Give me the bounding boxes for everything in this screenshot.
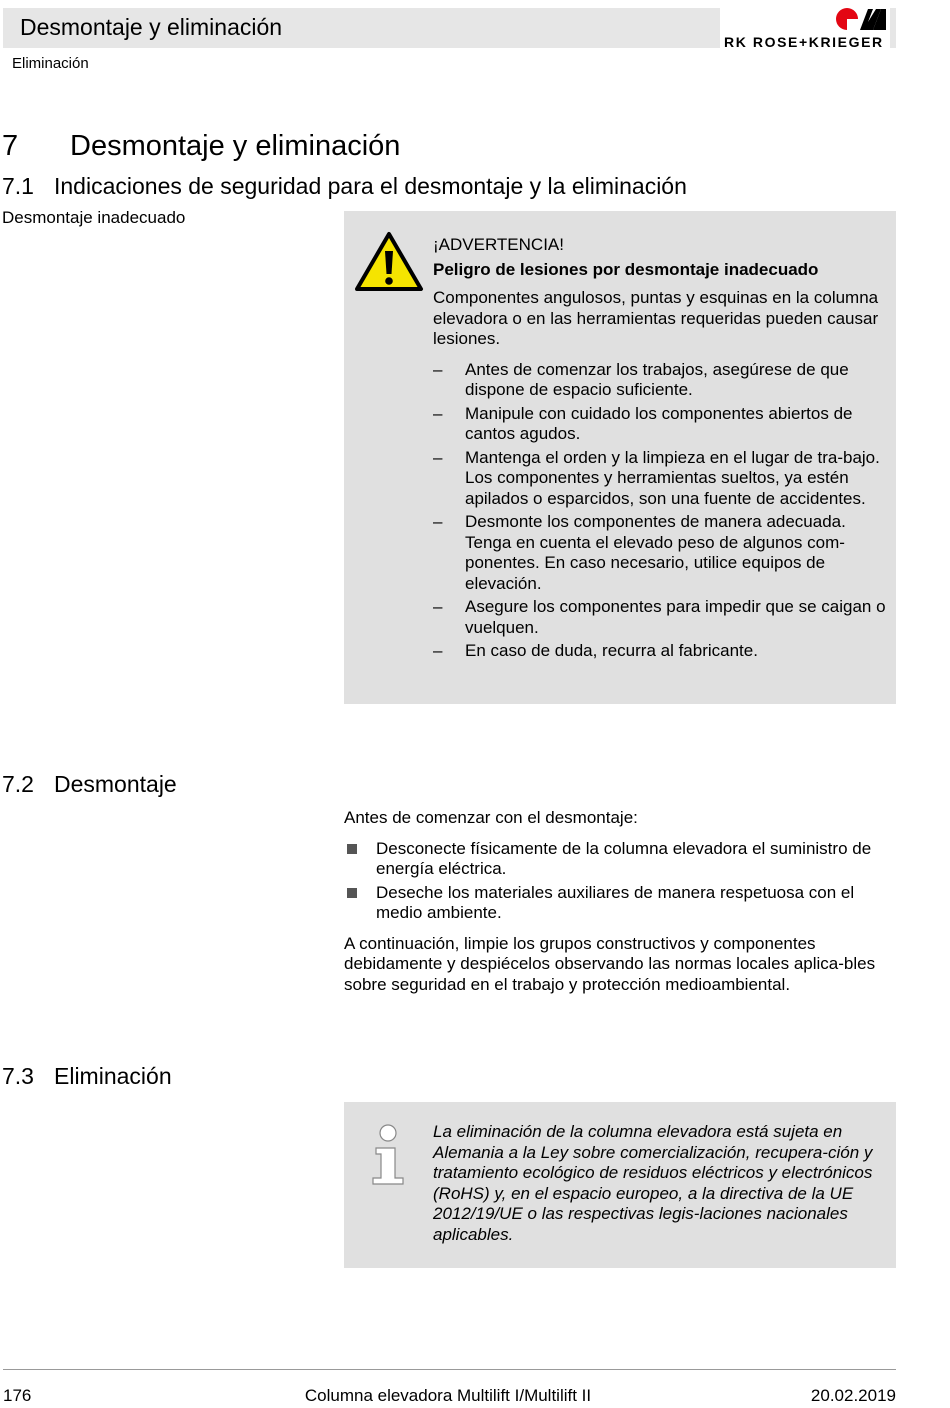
info-box bbox=[344, 1102, 896, 1268]
section-7-3-heading bbox=[2, 1062, 172, 1090]
running-header-subtitle: Eliminación bbox=[12, 55, 89, 72]
disassembly-text bbox=[344, 808, 894, 1005]
section-title: Eliminación bbox=[54, 1063, 172, 1089]
list-item-text: Deseche los materiales auxiliares de manera respetuosa con el medio ambiente. bbox=[376, 882, 855, 922]
warning-content bbox=[433, 231, 888, 665]
list-item: – Desmonte los componentes de manera adecuada. Tenga en cuenta el elevado peso de algunos com-ponentes. En caso necesario, utilice equipos de elevación. bbox=[433, 512, 888, 594]
list-item-text: Desconecte físicamente de la columna elevadora el suministro de energía eléctrica. bbox=[376, 838, 872, 878]
list-item: – En caso de duda, recurra al fabricante. bbox=[433, 641, 888, 662]
section-7-1-heading bbox=[2, 172, 687, 200]
logo-wordmark: RK ROSE+KRIEGER bbox=[724, 34, 884, 50]
section-title: Indicaciones de seguridad para el desmontaje y la eliminación bbox=[54, 173, 687, 199]
disassembly-closing: A continuación, limpie los grupos constructivos y componentes debidamente y despiécelos observando las normas locales aplica-bles sobre seguridad en el trabajo y protección medioambiental. bbox=[344, 933, 876, 994]
document-title: Columna elevadora Multilift I/Multilift II bbox=[304, 1386, 592, 1405]
chapter-heading bbox=[2, 128, 400, 164]
list-item: – Asegure los componentes para impedir que se caigan o vuelquen. bbox=[433, 597, 888, 638]
list-item bbox=[344, 883, 894, 924]
list-item: – Mantenga el orden y la limpieza en el lugar de tra-bajo. Los componentes y herramientas sueltos, ya estén apilados o esparcidos, son una fuente de accidentes. bbox=[433, 448, 888, 510]
footer-divider bbox=[3, 1369, 896, 1370]
warning-list bbox=[433, 360, 888, 662]
list-item bbox=[344, 839, 894, 880]
warning-triangle-icon bbox=[354, 231, 424, 293]
chapter-number: 7 bbox=[2, 130, 19, 162]
info-note-text: La eliminación de la columna elevadora está sujeta en Alemania a la Ley sobre comercialización, recupera-ción y tratamiento ecológico de residuos eléctricos y electrónicos (RoHS) y, en el espacio europeo, a la directiva de la UE 2012/19/UE o las respectivas legis-laciones nacionales aplicables. bbox=[433, 1122, 873, 1244]
chapter-title: Desmontaje y eliminación bbox=[70, 130, 401, 162]
section-7-2-heading bbox=[2, 770, 177, 798]
section-number: 7.2 bbox=[2, 771, 34, 797]
warning-subheading: Peligro de lesiones por desmontaje inadecuado bbox=[433, 260, 819, 279]
list-item: – Manipule con cuidado los componentes abiertos de cantos agudos. bbox=[433, 404, 888, 445]
document-date: 20.02.2019 bbox=[810, 1386, 896, 1405]
warning-text: Componentes angulosos, puntas y esquinas en la columna elevadora o en las herramientas requeridas pueden causar lesiones. bbox=[433, 288, 879, 348]
disassembly-list bbox=[344, 839, 894, 924]
list-item: – Antes de comenzar los trabajos, asegúrese de que dispone de espacio suficiente. bbox=[433, 360, 888, 401]
section-number: 7.3 bbox=[2, 1063, 34, 1089]
section-number: 7.1 bbox=[2, 173, 34, 199]
disassembly-intro: Antes de comenzar con el desmontaje: bbox=[344, 808, 638, 827]
section-title: Desmontaje bbox=[54, 771, 177, 797]
warning-box bbox=[344, 211, 896, 704]
square-bullet-icon bbox=[347, 844, 357, 854]
warning-heading: ¡ADVERTENCIA! bbox=[433, 235, 564, 254]
page-number: 176 bbox=[3, 1386, 32, 1405]
side-label: Desmontaje inadecuado bbox=[2, 208, 186, 227]
square-bullet-icon bbox=[347, 888, 357, 898]
running-header-title: Desmontaje y eliminación bbox=[20, 14, 283, 40]
info-icon bbox=[370, 1124, 406, 1186]
